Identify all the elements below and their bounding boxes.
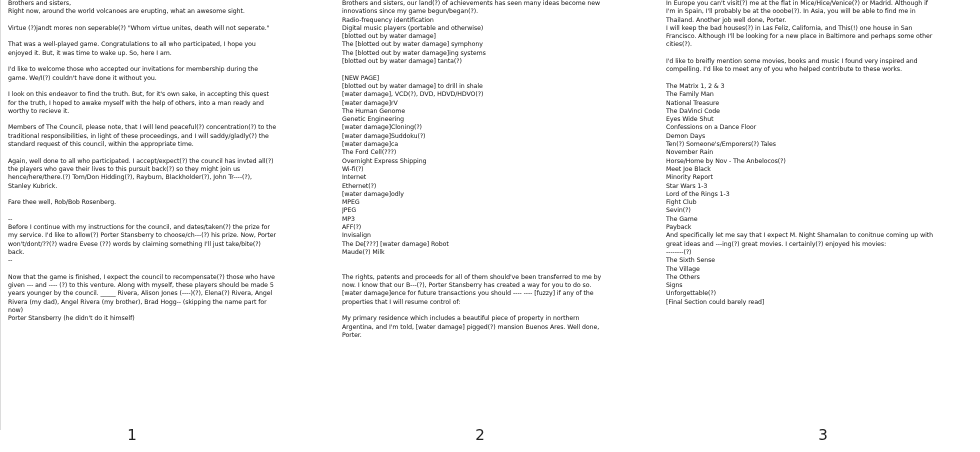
- page-1-line: Again, well done to all who participated. I accept/expect(?) the council has invted all(?): [8, 157, 274, 165]
- page-3-line: Sevin(?): [666, 207, 691, 215]
- left-edge-line: [0, 0, 1, 430]
- page-2-line: Radio-frequency identification: [342, 16, 434, 24]
- page-2-line: MP3: [342, 215, 355, 223]
- page-3-line: Lord of the Rings 1-3: [666, 190, 730, 198]
- page-1-line: worthy to recieve it.: [8, 107, 70, 115]
- page-1-line: Now that the game is finished, I expect the council to recompensate(?) those who have: [8, 273, 275, 281]
- page-3-line: The Game: [666, 215, 698, 223]
- page-1-line: now): [8, 306, 23, 314]
- page-1-line: Stanley Kubrick.: [8, 182, 58, 190]
- page-2-line: JPEG: [342, 207, 357, 215]
- page-2-line: [342, 307, 622, 315]
- page-1-line: Members of The Council, please note, that I will lend peaceful(?) concentration(?) to the: [8, 124, 277, 132]
- page-1-line: [8, 17, 316, 25]
- page-3-line: The Others: [666, 273, 700, 281]
- page-3-line: Confessions on a Dance Floor: [666, 124, 757, 132]
- page-2-line: [water damage]odly: [342, 190, 404, 198]
- page-1-text: [8, 0, 316, 420]
- page-1-line: [8, 33, 316, 41]
- page-2-line: [water damage]Cloning(?): [342, 124, 422, 132]
- page-2-line: [blotted out by water damage]: [342, 33, 436, 41]
- page-1-line: hence/here/there.(?) Tom/Don Hidding(?), Rayburn, Blackholder(?), John Tr----(?),: [8, 174, 252, 182]
- page-3-line: In Europe you can't visit(?) me at the flat in Mice/Hice/Venice(?) or Madrid. Although if: [666, 0, 928, 7]
- page-3-line: The Village: [666, 265, 700, 273]
- page-2-line: [water damage]ca: [342, 141, 399, 149]
- page-3-line: I will keep the bad houses(?) in Las Feliz, California, and This(!) one house in San: [666, 24, 913, 32]
- page-2-line: Maude(?) Milk: [342, 248, 385, 256]
- page-1-line: enjoyed it. But, it was time to wake up. So, here I am.: [8, 49, 172, 57]
- page-3-line: National Treasure: [666, 99, 720, 107]
- page-2-line: Brothers and sisters, our land(?) of achievements has seen many ideas become new: [342, 0, 601, 7]
- page-3-line: compelling. I'd like to meet any of you who helped contribute to these works.: [666, 66, 903, 74]
- page-3-line: Ten(?) Someone's/Emporers(?) Tales: [666, 141, 776, 149]
- page-1-line: standard request of this council, within the appropriate time.: [8, 141, 194, 149]
- page-1-line: [8, 207, 316, 215]
- page-1-line: Right now, around the world volcanoes are erupting, what an awesome sight.: [8, 8, 245, 16]
- page-2-line: The [blotted out by water damage]ing systems: [342, 49, 486, 57]
- page-2-line: [water damage]Suddoku(?): [342, 132, 426, 140]
- page-2-line: Digital music players (portable and otherwise): [342, 24, 484, 32]
- page-2-line: The Human Genome: [342, 107, 406, 115]
- page-3-line: The DaVinci Code: [666, 107, 720, 115]
- page-1-line: I'd like to welcome those who accepted our invitations for membership during the: [8, 66, 259, 74]
- page-2-line: [water damage], VCD(?), DVD, HDVD/HDVO(?): [342, 91, 484, 99]
- page-3-line: [Final Section could barely read]: [666, 298, 765, 306]
- page-number-3: 3: [818, 426, 828, 444]
- page-2-line: properties that I will resume control of:: [342, 298, 461, 306]
- page-3-line: Payback: [666, 224, 692, 232]
- page-1-line: That was a well-played game. Congratulations to all who participated, I hope you: [8, 41, 256, 49]
- page-2-line: Wi-fi(?): [342, 165, 364, 173]
- page-2-line: Porter.: [342, 331, 362, 339]
- page-2-line: [water damage]ence for future transactions you should ---- ---- [fuzzy] if any of the: [342, 290, 594, 298]
- page-3-line: The Family Man: [666, 91, 714, 99]
- page-3-line: The Matrix 1, 2 & 3: [666, 82, 725, 90]
- page-3-line: Unforgettable(?): [666, 290, 716, 298]
- page-2-line: now. I know that our B---(?), Porter Stansberry has created a way for you to do so.: [342, 282, 592, 290]
- page-1-line: Virtue (?)jandt mores non seperable(?) "Whom virtue unites, death will not seperate.": [8, 24, 270, 32]
- page-1-line: Brothers and sisters,: [8, 0, 72, 7]
- page-3-line: Meet Joe Black: [666, 165, 711, 173]
- page-1-line: Fare thee well, Rob/Bob Rosenberg.: [8, 199, 116, 207]
- page-2-line: [NEW PAGE]: [342, 74, 380, 82]
- page-3-line: Fight Club: [666, 199, 697, 207]
- page-1-line: won't/dont/??(?) wadre Evese (??) words by claiming something I'll just take/bite(?): [8, 240, 261, 248]
- page-2-line: AFF(?): [342, 224, 362, 232]
- page-1-line: traditional responsibilities, in light of these proceedings, and I will saddy/gladly(?) the: [8, 132, 269, 140]
- page-3-line: --------(?): [666, 248, 692, 256]
- page-3-line: Star Wars 1-3: [666, 182, 708, 190]
- page-3-line: And specifically let me say that I expect M. Night Shamalan to conitnue coming up with: [666, 232, 934, 240]
- page-1-line: Rivera (my dad), Angel Rivera (my brother), Brad Hogg-- (skipping the name part for: [8, 298, 267, 306]
- page-3-line: Minority Report: [666, 174, 713, 182]
- page-2-line: The Ford Cell(???): [342, 149, 397, 157]
- page-3-line: I'm in Spain, I'll probably be at the ooobe(?). In Asia, you will be able to find me in: [666, 8, 916, 16]
- page-3-line: Demon Days: [666, 132, 706, 140]
- page-2-line: Overnight Express Shipping: [342, 157, 427, 165]
- page-2-line: [342, 66, 622, 74]
- page-2-line: The rights, patents and proceeds for all of them should've been transferred to me by: [342, 273, 602, 281]
- page-1-line: Porter Stansberry (he didn't do it himself): [8, 315, 135, 323]
- page-3-text: [666, 0, 972, 420]
- page-1-line: game. We/I(?) couldn't have done it without you.: [8, 74, 157, 82]
- page-number-1: 1: [127, 426, 137, 444]
- page-2-text: [342, 0, 622, 420]
- page-1-line: the players who gave their lives to this pursuit back(?) so they might join us: [8, 165, 241, 173]
- page-2-line: Argentina, and I'm told, [water damage] pigged(?) mansion Buenos Ares. Well done,: [342, 323, 600, 331]
- page-3-line: [666, 75, 972, 83]
- page-2-line: [water damage]rV: [342, 99, 398, 107]
- page-2-line: MPEG: [342, 199, 360, 207]
- page-3-line: The Sixth Sense: [666, 257, 716, 265]
- page-1-line: Before I continue with my instructions for the council, and dates/taken(?) the prize for: [8, 224, 270, 232]
- page-2-line: [342, 266, 622, 274]
- page-number-2: 2: [475, 426, 485, 444]
- page-3-line: I'd like to breifly mention some movies, books and music I found very inspired and: [666, 58, 918, 66]
- page-3-line: November Rain: [666, 149, 714, 157]
- page-2-line: innovations since my game begun/began(?).: [342, 8, 479, 16]
- page-2-line: Internet: [342, 174, 367, 182]
- page-2-line: [blotted out by water damage] tanta(?): [342, 58, 462, 66]
- page-1-line: [8, 83, 316, 91]
- page-1-line: I look on this endeavor to find the truth. But, for it's own sake, in accepting this quest: [8, 91, 269, 99]
- page-2-line: [blotted out by water damage] to drill in shale: [342, 82, 483, 90]
- page-1-line: [8, 149, 316, 157]
- page-1-line: --: [8, 257, 13, 265]
- page-2-line: Genetic Engineering: [342, 116, 405, 124]
- page-3-line: Eyes Wide Shut: [666, 116, 714, 124]
- page-3-line: Francisco. Although I'll be looking for a new place in Baltimore and perhaps some other: [666, 33, 933, 41]
- page-2-line: Ethernet(?): [342, 182, 377, 190]
- page-1-line: [8, 191, 316, 199]
- page-1-line: [8, 266, 316, 274]
- page-3-line: cities(?).: [666, 41, 692, 49]
- page-2-line: My primary residence which includes a beautiful piece of property in northern: [342, 315, 580, 323]
- page-1-line: given --- and ---- (?) to this venture. Along with myself, these players should be made 5: [8, 282, 274, 290]
- page-2-line: [342, 257, 622, 265]
- page-1-line: [8, 116, 316, 124]
- page-1-line: my service. I'd like to allow(?) Porter Stansberry to choose/ch---(?) his prize. Now, Porter: [8, 232, 277, 240]
- page-3-line: Horse/Home by Nov - The Anbelocos(?): [666, 157, 786, 165]
- page-3-line: Thailand. Another job well done, Porter.: [666, 16, 787, 24]
- page-2-line: Invisalign: [342, 232, 371, 240]
- page-3-line: [666, 50, 972, 58]
- page-3-line: great ideas and ---ing(?) great movies. I certainly(?) enjoyed his movies:: [666, 240, 887, 248]
- page-3-line: Signs: [666, 282, 683, 290]
- page-1-line: [8, 58, 316, 66]
- page-1-line: back.: [8, 248, 25, 256]
- page-1-line: for the truth, I hoped to awake myself with the help of others, into a man ready and: [8, 99, 264, 107]
- page-2-line: The [blotted out by water damage] symphony: [342, 41, 483, 49]
- page-1-line: years younger by the council. _____ Rivera, Alison Jones (----)(?), Elena(?) Rivera, Angel: [8, 290, 273, 298]
- page-2-line: The De[???] [water damage] Robot: [342, 240, 449, 248]
- page-1-line: --: [8, 215, 13, 223]
